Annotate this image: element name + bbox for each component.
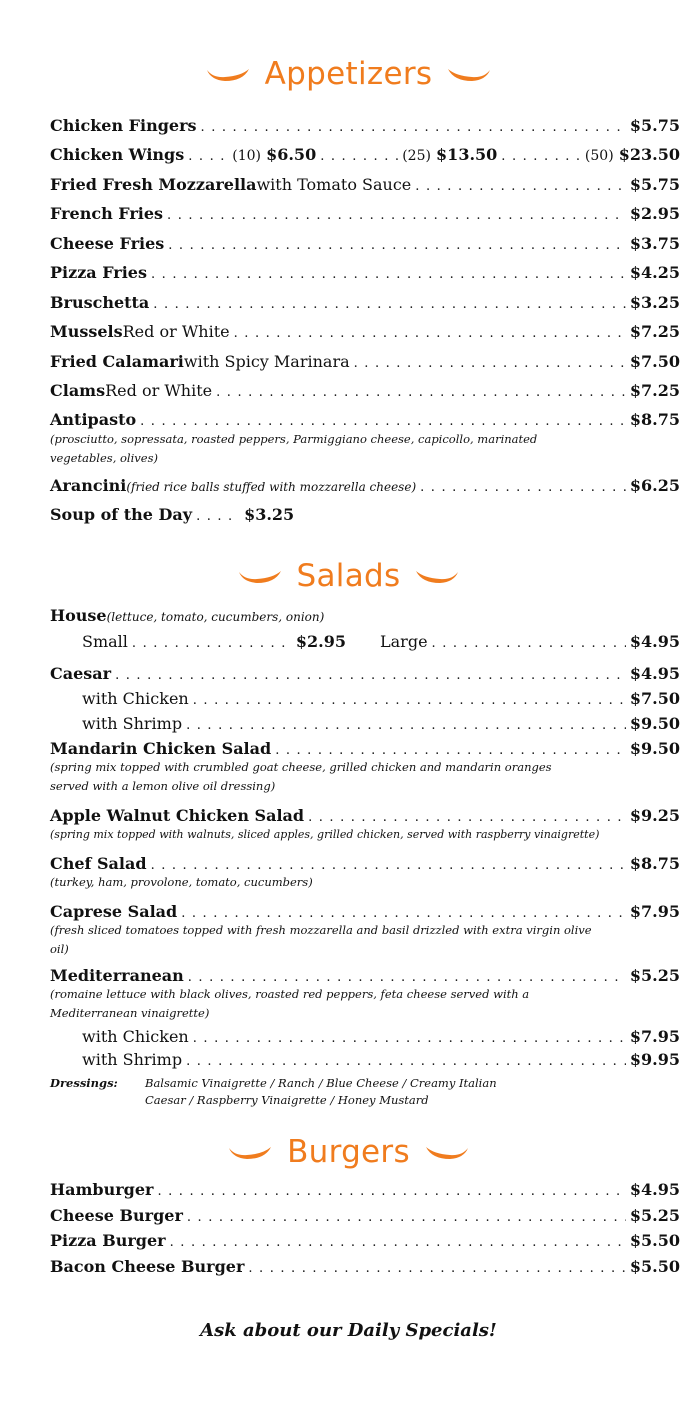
item-apple-walnut-salad: Apple Walnut Chicken Salad . . . $9.25 (50, 806, 680, 825)
salads-title: Salads (296, 558, 401, 594)
item-caprese-salad: Caprese Salad . . . $7.95 (50, 902, 680, 921)
item-mediterranean: Mediterranean . . . $5.25 (50, 966, 680, 985)
item-soup: Soup of the Day . . . $3.25 (50, 505, 294, 524)
item-pizza-fries: Pizza Fries . . . $4.25 (50, 263, 680, 282)
pepper-right-icon (446, 65, 492, 83)
item-caesar: Caesar . . . $4.95 (50, 664, 680, 683)
item-mussels: Mussels Red or White . . . $7.25 (50, 322, 680, 341)
item-chef-salad: Chef Salad . . . $8.75 (50, 854, 680, 873)
pepper-right-icon (424, 1143, 470, 1161)
item-hamburger: Hamburger . . . $4.95 (50, 1180, 680, 1199)
item-house-sizes: Small . . . $2.95 Large . . . $4.95 (82, 632, 680, 651)
mandarin-description: (spring mix topped with crumbled goat cheese, grilled chicken and mandarin oranges served with a lemon olive oil dressing) (50, 760, 552, 793)
apple-walnut-description: (spring mix topped with walnuts, sliced apples, grilled chicken, served with raspberry vinaigrette) (50, 828, 600, 841)
daily-specials-note: Ask about our Daily Specials! (200, 1320, 497, 1341)
pepper-right-icon (414, 567, 460, 585)
dressings-line-1: Balsamic Vinaigrette / Ranch / Blue Cheese / Creamy Italian (145, 1076, 497, 1090)
item-cheese-fries: Cheese Fries . . . $3.75 (50, 234, 680, 253)
pepper-left-icon (205, 65, 251, 83)
item-chicken-wings: Chicken Wings . . . (10) $6.50 . . . (25) $13.50 . . . (50) $23.50 (50, 145, 680, 164)
item-bruschetta: Bruschetta . . . $3.25 (50, 293, 680, 312)
item-mediterranean-chicken: with Chicken . . . $7.95 (82, 1027, 680, 1046)
antipasto-description: (prosciutto, sopressata, roasted peppers, Parmiggiano cheese, capicollo, marinated vegetables, olives) (50, 432, 538, 465)
pepper-left-icon (227, 1143, 273, 1161)
item-bacon-cheese-burger: Bacon Cheese Burger . . . $5.50 (50, 1257, 680, 1276)
item-caesar-shrimp: with Shrimp . . . $9.50 (82, 714, 680, 733)
item-house: House (lettuce, tomato, cucumbers, onion) (50, 606, 325, 625)
item-clams: Clams Red or White . . . $7.25 (50, 381, 680, 400)
salads-heading (0, 558, 697, 594)
dressings-line-2: Caesar / Raspberry Vinaigrette / Honey Mustard (145, 1093, 429, 1107)
mediterranean-description: (romaine lettuce with black olives, roasted red peppers, feta cheese served with a Mediterranean vinaigrette) (50, 987, 530, 1020)
item-fried-calamari: Fried Calamari with Spicy Marinara . . . $7.50 (50, 352, 680, 371)
dressings-label: Dressings: (50, 1076, 118, 1090)
chef-description: (turkey, ham, provolone, tomato, cucumbers) (50, 875, 313, 889)
item-mediterranean-shrimp: with Shrimp . . . $9.95 (82, 1050, 680, 1069)
item-arancini: Arancini (fried rice balls stuffed with mozzarella cheese) . . . $6.25 (50, 476, 680, 495)
pepper-left-icon (237, 567, 283, 585)
item-fried-mozzarella: Fried Fresh Mozzarella with Tomato Sauce . . . $5.75 (50, 175, 680, 194)
item-cheese-burger: Cheese Burger . . . $5.25 (50, 1206, 680, 1225)
item-chicken-fingers: Chicken Fingers . . . $5.75 (50, 116, 680, 135)
item-french-fries: French Fries . . . $2.95 (50, 204, 680, 223)
burgers-title: Burgers (287, 1134, 410, 1170)
burgers-heading (0, 1134, 697, 1170)
item-pizza-burger: Pizza Burger . . . $5.50 (50, 1231, 680, 1250)
appetizers-heading (0, 56, 697, 92)
item-antipasto: Antipasto . . . $8.75 (50, 410, 680, 429)
appetizers-title: Appetizers (264, 56, 433, 92)
caprese-description: (fresh sliced tomatoes topped with fresh mozzarella and basil drizzled with extra virgin olive oil) (50, 923, 592, 956)
item-caesar-chicken: with Chicken . . . $7.50 (82, 689, 680, 708)
item-mandarin-chicken-salad: Mandarin Chicken Salad . . . $9.50 (50, 739, 680, 758)
dressings-list (50, 1075, 497, 1109)
